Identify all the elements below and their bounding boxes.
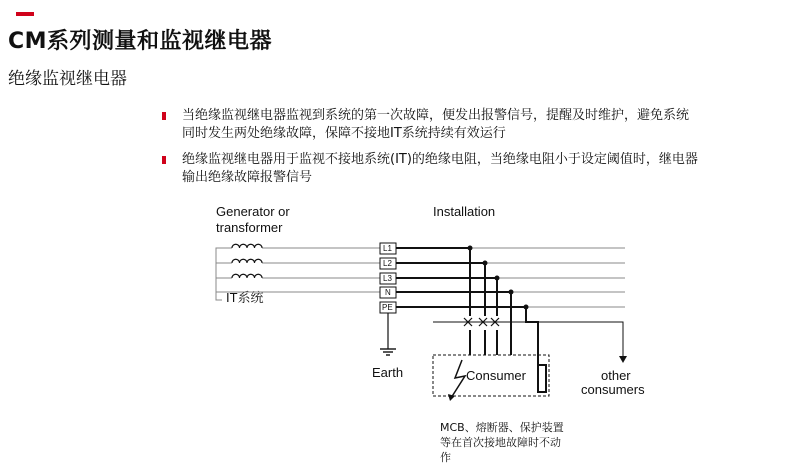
bus-lines-left — [216, 248, 380, 292]
other-consumers-label-1: other — [601, 368, 631, 383]
consumer-frame-ground — [538, 365, 546, 392]
earth-label: Earth — [372, 365, 404, 380]
it-system-label: IT系统 — [226, 290, 264, 305]
note-line: 等在首次接地故障时不动 — [440, 436, 561, 449]
terminal-label: N — [385, 288, 391, 297]
slide-subtitle: 绝缘监视继电器 — [8, 69, 127, 89]
pe-conductor — [526, 307, 538, 365]
terminal-label: L2 — [383, 259, 392, 268]
consumer-label: Consumer — [466, 368, 526, 383]
coil-icons — [232, 244, 262, 278]
terminal-label: L3 — [383, 274, 392, 283]
other-consumers-label-2: consumers — [581, 382, 645, 397]
slide-title: CM系列测量和监视继电器 — [8, 29, 273, 54]
installation-label: Installation — [433, 204, 496, 219]
note-line: MCB、熔断器、保护装置 — [440, 421, 564, 434]
transformer-label: transformer — [216, 220, 283, 235]
phase-drops — [470, 248, 511, 355]
generator-label: Generator or — [216, 204, 290, 219]
other-consumers-link — [433, 322, 623, 358]
arrow-down-icon — [619, 356, 627, 363]
bullet-text: 当绝缘监视继电器监视到系统的第一次故障，便发出报警信号，提醒及时维护，避免系统同时发生两处绝缘故障，保障不接地IT系统持续有效运行 — [182, 108, 690, 141]
fault-arrow-icon — [448, 394, 455, 401]
bullet-text: 绝缘监视继电器用于监视不接地系统(IT)的绝缘电阻，当绝缘电阻小于设定阈值时，继电器输出绝缘故障报警信号 — [182, 152, 698, 185]
terminal-label: PE — [382, 303, 393, 312]
terminal-label: L1 — [383, 244, 392, 253]
note-line: 作 — [440, 451, 451, 464]
ground-icon — [380, 349, 396, 355]
fault-lightning-icon — [451, 360, 465, 398]
terminal-block — [380, 243, 396, 313]
